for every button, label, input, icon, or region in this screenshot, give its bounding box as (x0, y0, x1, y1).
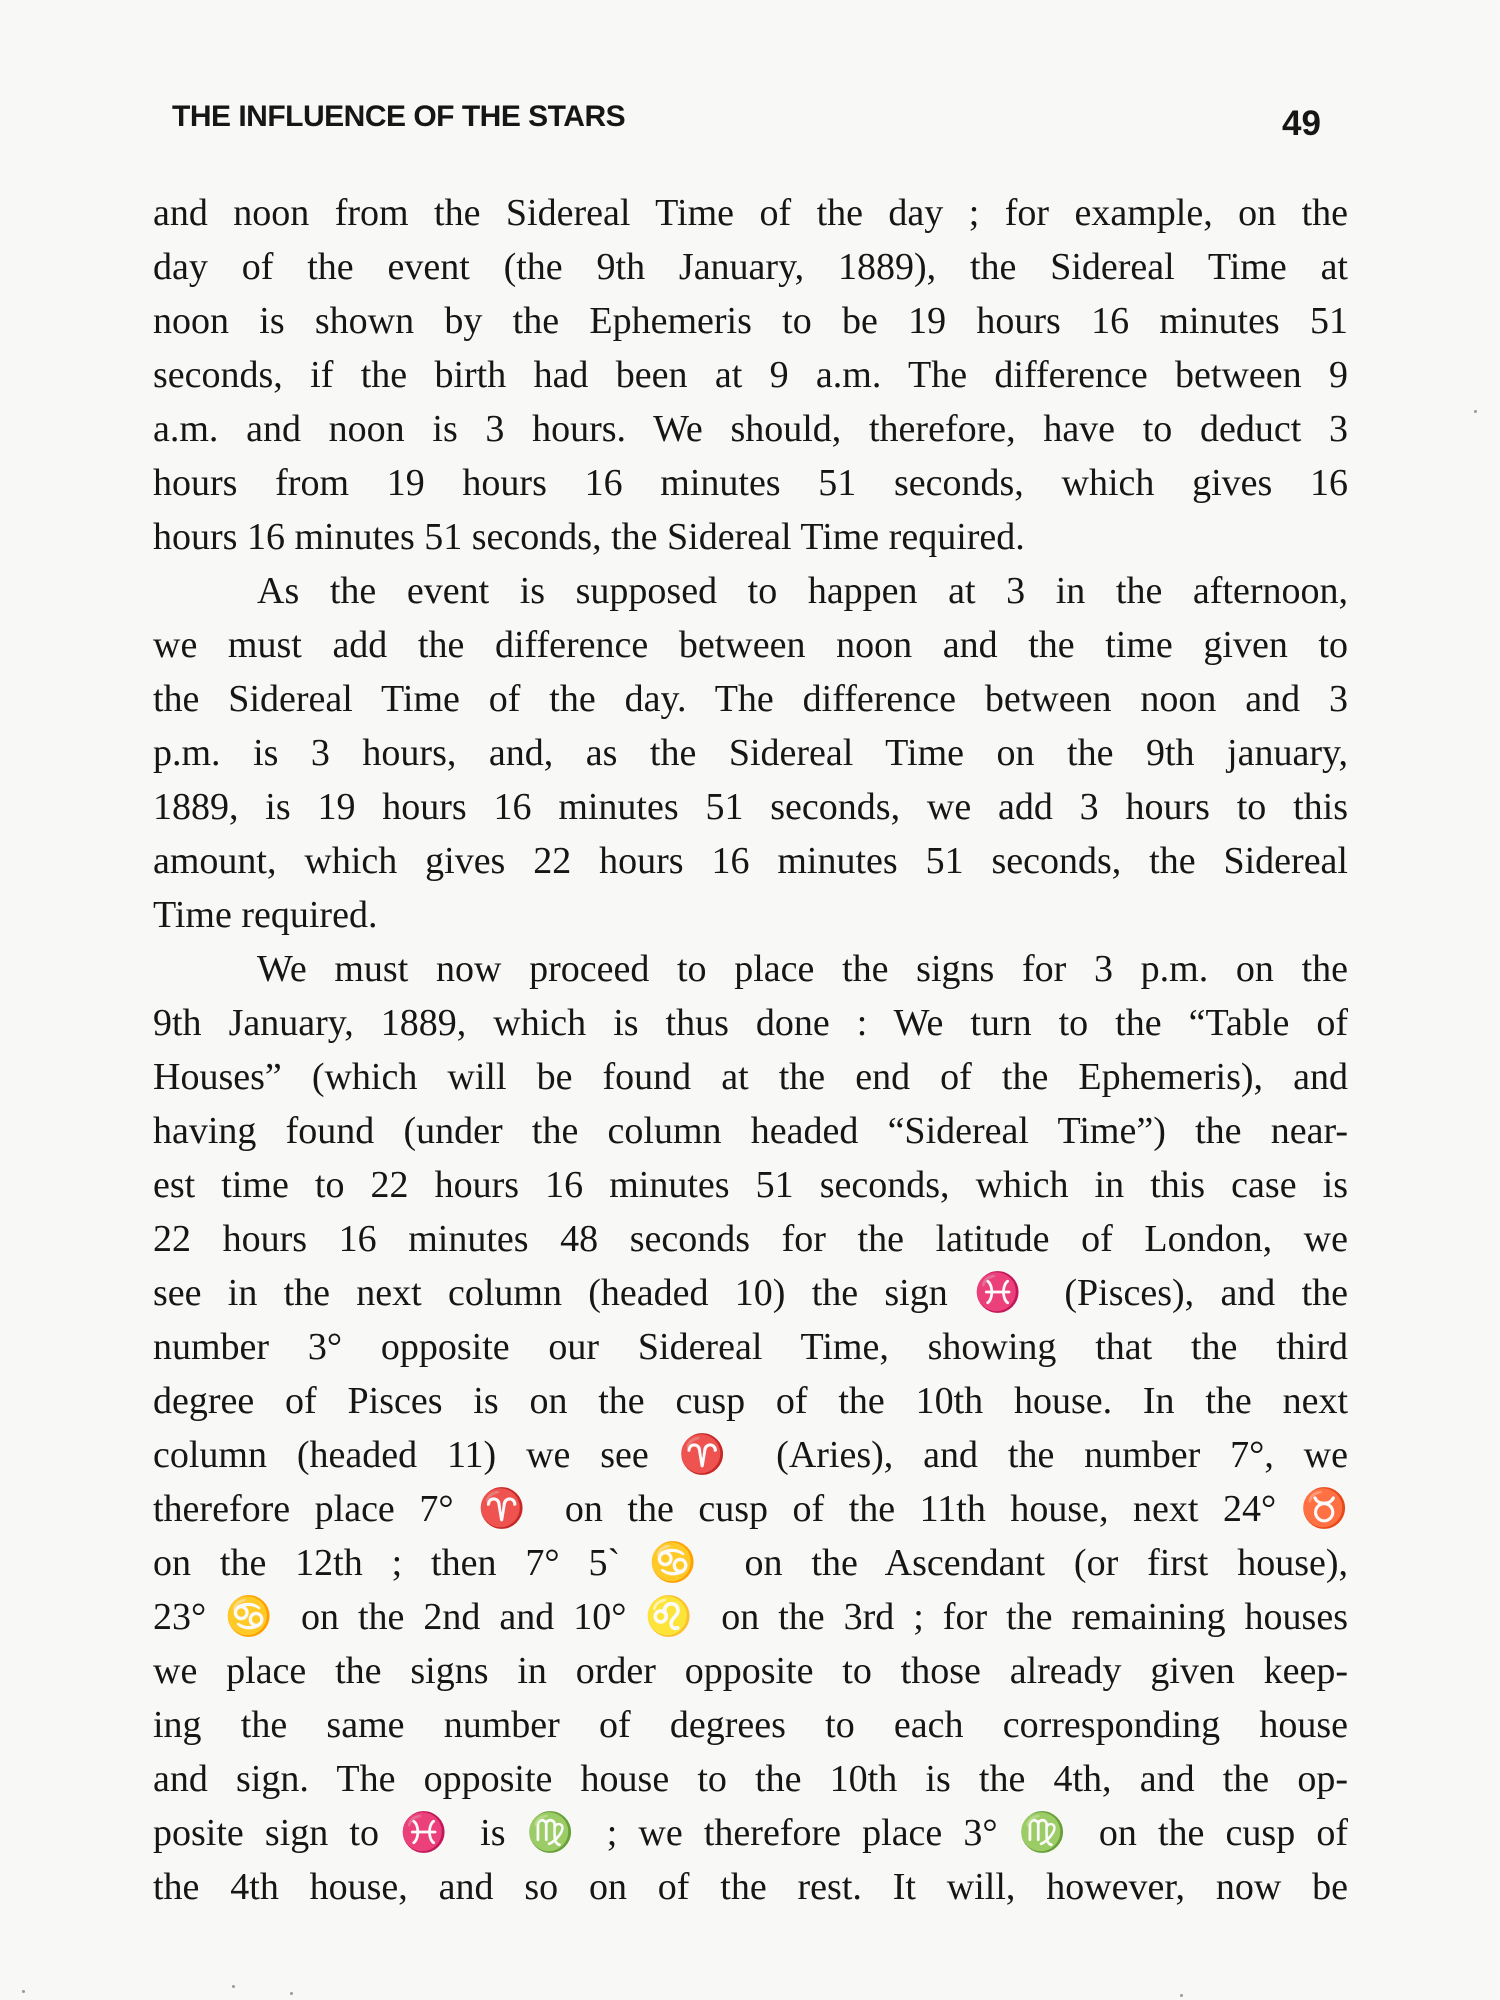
text-line: Time required. (153, 894, 378, 936)
text-line: a.m. and noon is 3 hours. We should, therefore, have to deduct 3 (153, 408, 1348, 450)
text-line: As the event is supposed to happen at 3 in the afternoon, (257, 570, 1348, 612)
text-line: seconds, if the birth had been at 9 a.m. The difference between 9 (153, 354, 1348, 396)
text-line: therefore place 7° ♈ on the cusp of the 11th house, next 24° ♉ (153, 1488, 1348, 1530)
paper-speck (290, 1992, 293, 1995)
text-line: having found (under the column headed “Sidereal Time”) the near- (153, 1110, 1348, 1152)
text-line: 23° ♋ on the 2nd and 10° ♌ on the 3rd ; for the remaining houses (153, 1596, 1348, 1638)
text-line: hours from 19 hours 16 minutes 51 seconds, which gives 16 (153, 462, 1348, 504)
text-line: the Sidereal Time of the day. The difference between noon and 3 (153, 678, 1348, 720)
body-text (153, 186, 1348, 1914)
text-line: 1889, is 19 hours 16 minutes 51 seconds, we add 3 hours to this (153, 786, 1348, 828)
text-line: and noon from the Sidereal Time of the day ; for example, on the (153, 192, 1348, 234)
paper-speck (232, 1985, 235, 1988)
text-line: number 3° opposite our Sidereal Time, showing that the third (153, 1326, 1348, 1368)
text-line: column (headed 11) we see ♈ (Aries), and the number 7°, we (153, 1434, 1348, 1476)
text-line: p.m. is 3 hours, and, as the Sidereal Time on the 9th january, (153, 732, 1348, 774)
text-line: hours 16 minutes 51 seconds, the Sidereal Time required. (153, 516, 1025, 558)
text-line: noon is shown by the Ephemeris to be 19 hours 16 minutes 51 (153, 300, 1348, 342)
text-line: ing the same number of degrees to each corresponding house (153, 1704, 1348, 1746)
running-head: THE INFLUENCE OF THE STARS (172, 100, 626, 133)
text-line: Houses” (which will be found at the end of the Ephemeris), and (153, 1056, 1348, 1098)
text-line: day of the event (the 9th January, 1889), the Sidereal Time at (153, 246, 1348, 288)
paper-speck (22, 1990, 25, 1993)
text-line: and sign. The opposite house to the 10th is the 4th, and the op- (153, 1758, 1348, 1800)
text-line: posite sign to ♓ is ♍ ; we therefore place 3° ♍ on the cusp of (153, 1812, 1348, 1854)
text-line: est time to 22 hours 16 minutes 51 seconds, which in this case is (153, 1164, 1348, 1206)
text-line: 9th January, 1889, which is thus done : We turn to the “Table of (153, 1002, 1348, 1044)
text-line: the 4th house, and so on of the rest. It will, however, now be (153, 1866, 1348, 1908)
page-number: 49 (1282, 104, 1321, 143)
text-line: degree of Pisces is on the cusp of the 10th house. In the next (153, 1380, 1348, 1422)
text-line: we place the signs in order opposite to those already given keep- (153, 1650, 1348, 1692)
text-line: 22 hours 16 minutes 48 seconds for the latitude of London, we (153, 1218, 1348, 1260)
paper-speck (1180, 1994, 1183, 1997)
paper-speck (1474, 410, 1477, 413)
text-line: We must now proceed to place the signs for 3 p.m. on the (257, 948, 1348, 990)
text-line: see in the next column (headed 10) the sign ♓ (Pisces), and the (153, 1272, 1348, 1314)
text-line: amount, which gives 22 hours 16 minutes 51 seconds, the Sidereal (153, 840, 1348, 882)
text-line: on the 12th ; then 7° 5` ♋ on the Ascendant (or first house), (153, 1542, 1348, 1584)
text-line: we must add the difference between noon and the time given to (153, 624, 1348, 666)
